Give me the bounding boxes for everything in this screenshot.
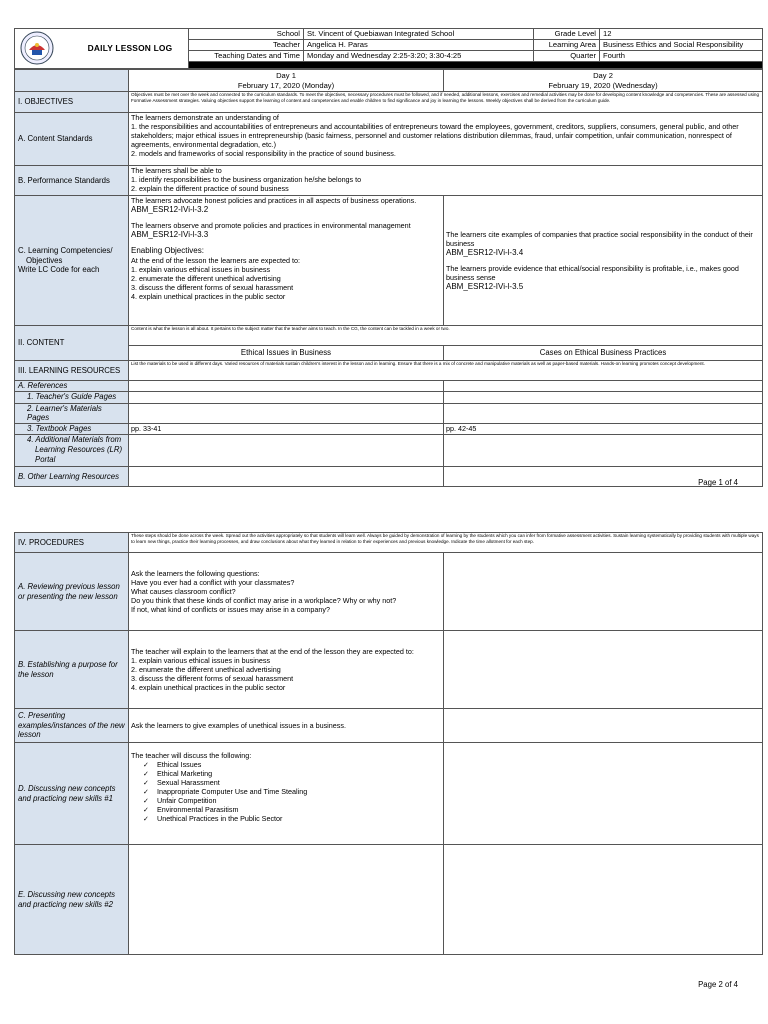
- resources-label: III. LEARNING RESOURCES: [15, 361, 129, 381]
- proc-e-day1: [129, 845, 444, 955]
- comp-text: At the end of the lesson the learners are expected to:: [131, 256, 301, 265]
- days-corner: [15, 70, 129, 92]
- content-day2: Cases on Ethical Business Practices: [444, 346, 763, 361]
- check-item: ✓ Unethical Practices in the Public Sector: [145, 814, 441, 823]
- competencies-label-line: Objectives: [26, 255, 63, 265]
- proc-e-day2: [444, 845, 763, 955]
- comp-text: The learners advocate honest policies and practices in all aspects of business operations.: [131, 196, 417, 205]
- ps-line: The learners shall be able to: [131, 166, 222, 175]
- tg-pages-label: 1. Teacher's Guide Pages: [15, 391, 129, 403]
- references-day2: [444, 381, 763, 392]
- objectives-label: I. OBJECTIVES: [15, 92, 129, 113]
- competencies-label: [15, 196, 129, 326]
- comp-item: 2. enumerate the different unethical advertising: [131, 274, 281, 283]
- comp-text: The learners provide evidence that ethical/social responsibility is profitable, i.e., makes good business sense: [446, 263, 739, 282]
- other-day1: [129, 467, 444, 487]
- school-label: School: [189, 29, 304, 40]
- cs-line: 2. models and frameworks of social responsibility in the practice of sound business.: [131, 149, 396, 158]
- grade-value: 12: [600, 29, 763, 40]
- quarter-value: Fourth: [600, 51, 763, 62]
- proc-b-day2: [444, 631, 763, 709]
- day2-date: February 19, 2020 (Wednesday): [548, 80, 658, 90]
- comp-text: The learners cite examples of companies that practice social responsibility in the conduct of their business: [446, 229, 753, 248]
- teacher-label: Teacher: [189, 40, 304, 51]
- day1-date: February 17, 2020 (Monday): [237, 80, 335, 90]
- comp-item: 4. explain unethical practices in the public sector: [131, 292, 286, 301]
- content-standards-label: A. Content Standards: [15, 113, 129, 166]
- day1-label: Day 1: [276, 71, 296, 81]
- content-day1: Ethical Issues in Business: [129, 346, 444, 361]
- lm-day2: [444, 403, 763, 423]
- content-label: II. CONTENT: [15, 326, 129, 361]
- proc-line: Do you think that these kinds of conflict may arise in a workplace? Why or why not?: [131, 596, 397, 605]
- lr-line: Learning Resources (LR): [35, 444, 123, 454]
- performance-standards-text: [129, 166, 763, 196]
- day2-label: Day 2: [593, 71, 613, 81]
- day2-header: [444, 70, 763, 92]
- lr-portal-label: [15, 435, 129, 467]
- proc-a-day1: [129, 553, 444, 631]
- proc-d-day1: [129, 743, 444, 845]
- ps-line: 2. explain the different practice of sound business: [131, 184, 289, 193]
- lr-day1: [129, 435, 444, 467]
- cs-line: 1. the responsibilities and accountabilities of entrepreneurs and accountabilities of entrepreneurs toward the employees, government, creditors, suppliers, consumers, general public, and other stakeholders; major ethical issues in entrepreneurship (basic fairness, personnel and customer relations distribution dilemmas, fraud, unfair competition, unfair communication, nonrespect of agreements, environmental degradation, etc.): [131, 122, 739, 149]
- lr-day2: [444, 435, 763, 467]
- ps-line: 1. identify responsibilities to the business organization he/she belongs to: [131, 175, 362, 184]
- proc-a-label: A. Reviewing previous lesson or presenting the new lesson: [15, 553, 129, 631]
- textbook-day2: pp. 42-45: [444, 424, 763, 435]
- enabling-objectives-heading: Enabling Objectives:: [131, 246, 204, 255]
- tg-day1: [129, 391, 444, 403]
- area-value: Business Ethics and Social Responsibility: [600, 40, 763, 51]
- dates-value: Monday and Wednesday 2:25-3:20; 3:30-4:25: [304, 51, 534, 62]
- cs-line: The learners demonstrate an understanding of: [131, 113, 279, 122]
- content-note: Content is what the lesson is all about. It pertains to the subject matter that the teacher aims to teach. In the CG, the content can be tackled in a week or two.: [129, 326, 763, 346]
- proc-line: Have you ever had a conflict with your classmates?: [131, 578, 295, 587]
- check-item: ✓ Ethical Issues: [145, 760, 441, 769]
- proc-line: What causes classroom conflict?: [131, 587, 236, 596]
- procedures-table: [14, 532, 763, 955]
- proc-c-label: C. Presenting examples/instances of the new lesson: [15, 709, 129, 743]
- resources-note: List the materials to be used in different days. Varied resources of materials sustain children's interest in the lesson and in learning. Ensure that there is a mix of concrete and manipulative materials as well as paper-based materials. Hands-on learning promotes concept development.: [129, 361, 763, 381]
- lesson-log-header: [14, 28, 763, 69]
- area-label: Learning Area: [534, 40, 600, 51]
- check-item: ✓ Unfair Competition: [145, 796, 441, 805]
- tg-day2: [444, 391, 763, 403]
- page-number-2: Page 2 of 4: [698, 980, 738, 989]
- check-item: ✓ Environmental Parasitism: [145, 805, 441, 814]
- lr-line: Portal: [35, 454, 56, 464]
- procedures-label: IV. PROCEDURES: [15, 533, 129, 553]
- textbook-pages-label: 3. Textbook Pages: [15, 424, 129, 435]
- quarter-label: Quarter: [534, 51, 600, 62]
- check-item: ✓ Ethical Marketing: [145, 769, 441, 778]
- lesson-log-table: [14, 69, 763, 487]
- check-item: ✓ Sexual Harassment: [145, 778, 441, 787]
- competencies-day2: [444, 196, 763, 326]
- proc-c-day2: [444, 709, 763, 743]
- proc-b-day1: [129, 631, 444, 709]
- proc-d-label: D. Discussing new concepts and practicing new skills #1: [15, 743, 129, 845]
- lm-day1: [129, 403, 444, 423]
- document-title: DAILY LESSON LOG: [15, 29, 189, 69]
- lr-line: 4. Additional Materials from: [27, 435, 122, 445]
- content-standards-text: [129, 113, 763, 166]
- references-day1: [129, 381, 444, 392]
- proc-c-day1: Ask the learners to give examples of unethical issues in a business.: [129, 709, 444, 743]
- comp-text: The learners observe and promote policies and practices in environmental management: [131, 221, 411, 230]
- lc-code: ABM_ESR12-IVi-l-3.2: [131, 205, 209, 214]
- proc-line: The teacher will discuss the following:: [131, 751, 252, 760]
- page-number-1: Page 1 of 4: [698, 478, 738, 487]
- competencies-label-line: Write LC Code for each: [18, 265, 100, 275]
- proc-d-day2: [444, 743, 763, 845]
- comp-item: 3. discuss the different forms of sexual harassment: [131, 283, 294, 292]
- objectives-note: Objectives must be met over the week and connected to the curriculum standards. To meet the objectives, necessary procedures must be followed, and if needed, additional lessons, exercises and remedial activities may be done for developing content knowledge and competencies. These are assessed using Formative Assessment strategies. Valuing objectives support the learning of content and competencies and enable children to find significance and joy in learning the lessons. Weekly objectives shall be derived from the curriculum guide.: [129, 92, 763, 113]
- competencies-label-line: C. Learning Competencies/: [18, 245, 113, 255]
- dates-label: Teaching Dates and Time: [189, 51, 304, 62]
- lm-pages-label: 2. Learner's Materials Pages: [15, 403, 129, 423]
- proc-e-label: E. Discussing new concepts and practicing new skills #2: [15, 845, 129, 955]
- teacher-value: Angelica H. Paras: [304, 40, 534, 51]
- grade-label: Grade Level: [534, 29, 600, 40]
- proc-line: 1. explain various ethical issues in business: [131, 656, 271, 665]
- lc-code: ABM_ESR12-IVi-l-3.5: [446, 281, 524, 291]
- other-resources-label: B. Other Learning Resources: [15, 467, 129, 487]
- proc-b-label: B. Establishing a purpose for the lesson: [15, 631, 129, 709]
- proc-line: 2. enumerate the different unethical advertising: [131, 665, 281, 674]
- references-label: A. References: [15, 381, 129, 392]
- school-value: St. Vincent of Quebiawan Integrated School: [304, 29, 534, 40]
- lc-code: ABM_ESR12-IVi-l-3.3: [131, 230, 209, 239]
- header-black-bar: [189, 62, 763, 69]
- competencies-day1: [129, 196, 444, 326]
- day1-header: [129, 70, 444, 92]
- proc-line: 3. discuss the different forms of sexual harassment: [131, 674, 294, 683]
- check-item: ✓ Inappropriate Computer Use and Time Stealing: [145, 787, 441, 796]
- proc-line: Ask the learners the following questions:: [131, 569, 260, 578]
- proc-line: The teacher will explain to the learners that at the end of the lesson they are expected to:: [131, 647, 414, 656]
- comp-item: 1. explain various ethical issues in business: [131, 265, 271, 274]
- textbook-day1: pp. 33-41: [129, 424, 444, 435]
- procedures-note: These steps should be done across the week. Spread out the activities appropriately so that students will learn well. Always be guided by demonstration of learning by the students which you can infer from formative assessment activities. Sustain learning systematically by providing students with multiple ways to learn new things, practice their learning processes, and draw conclusions about what they learned in relation to their experiences and previous knowledge. Indicate the time allotment for each step.: [129, 533, 763, 553]
- proc-line: 4. explain unethical practices in the public sector: [131, 683, 286, 692]
- proc-line: If not, what kind of conflicts or issues may arise in a company?: [131, 605, 330, 614]
- lc-code: ABM_ESR12-IVi-l-3.4: [446, 247, 524, 257]
- proc-a-day2: [444, 553, 763, 631]
- performance-standards-label: B. Performance Standards: [15, 166, 129, 196]
